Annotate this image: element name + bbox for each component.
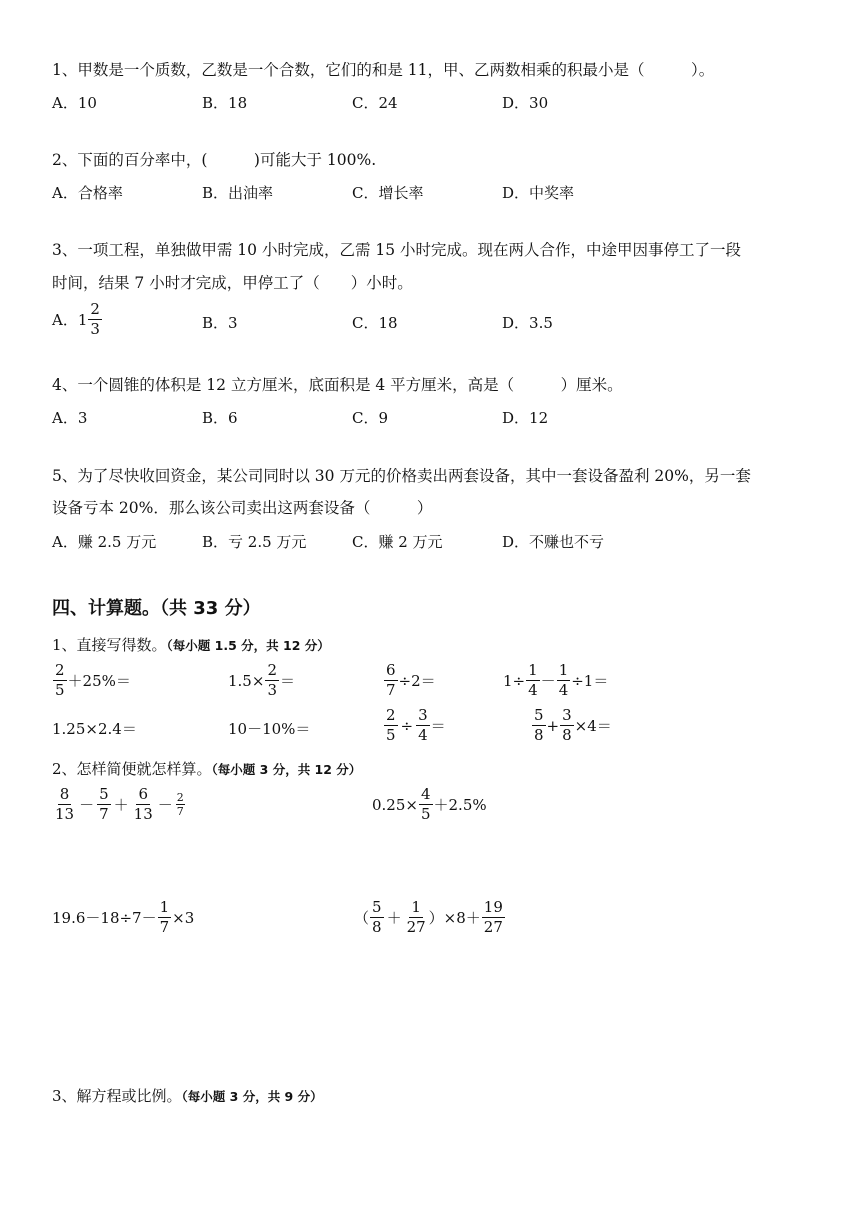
question-4-stem: 4、一个圆锥的体积是 12 立方厘米，底面积是 4 平方厘米，高是（ ）厘米。 [52,376,623,394]
fraction-numerator: 19 [483,898,503,916]
expression-text: 1÷ [503,671,526,690]
question-2-option-c: C．增长率 [352,184,424,202]
fraction-denominator: 5 [386,726,396,744]
fraction-denominator: 7 [99,805,109,823]
fraction-numerator: 6 [138,785,148,803]
operator: － [79,796,95,814]
calc-item-1 [52,663,131,698]
fraction-denominator: 4 [558,681,569,699]
fraction-numerator: 8 [59,785,70,803]
fraction [557,663,571,698]
fraction [158,900,172,935]
fraction [526,663,540,698]
operator: + [546,716,560,735]
expression-text: ＝ [279,672,295,690]
fraction-denominator: 8 [534,726,544,744]
question-3-option-a [52,302,103,337]
fraction-denominator: 3 [90,320,100,338]
question-2-option-d: D．中奖率 [502,184,575,202]
fraction-denominator: 5 [55,681,65,699]
fraction-denominator: 5 [420,805,431,823]
question-5-option-b: B．亏 2.5 万元 [202,533,307,551]
section-title: 四、计算题。（共 33 分） [52,598,261,619]
subsection-1-heading [52,634,330,655]
fraction-denominator: 4 [418,726,428,744]
operator: ＋ [386,909,402,927]
fraction-denominator: 4 [528,681,538,699]
fraction-denominator: 8 [372,918,382,936]
question-1-option-b: B．18 [202,94,248,112]
fraction-numerator: 1 [528,661,538,679]
mixed-fraction [88,302,102,337]
fraction-numerator: 4 [420,785,431,803]
fraction-numerator: 2 [90,300,100,318]
calc-item-4 [503,663,608,698]
question-1-option-c: C．24 [352,94,398,112]
fraction [482,900,505,935]
expression-text: ÷1＝ [571,672,609,690]
expression-text: 0.25× [372,795,418,814]
question-5-stem-line-2: 设备亏本 20%．那么该公司卖出这两套设备（ ） [52,499,433,517]
expression-text: ×3 [172,908,195,927]
fraction [416,708,430,743]
subsection-3-heading [52,1085,323,1106]
subsection-2-note: （每小题 3 分，共 12 分） [211,762,362,777]
fraction [560,708,574,743]
fraction-numerator: 3 [562,706,572,724]
simplify-item-1 [52,787,186,822]
question-3-stem-line-1: 3、一项工程，单独做甲需 10 小时完成，乙需 15 小时完成。现在两人合作，中途甲因事停工了一段 [52,241,742,259]
fraction [97,787,111,822]
fraction-numerator: 1 [159,898,170,916]
fraction-denominator: 13 [133,805,153,823]
question-4-option-d: D．12 [502,409,549,427]
calc-item-3 [383,663,436,698]
expression-text: ＝ [430,717,446,735]
fraction [384,663,398,698]
question-2-stem: 2、下面的百分率中，( )可能大于 100%. [52,151,377,169]
question-4-option-b: B．6 [202,409,238,427]
question-5-option-a: A．赚 2.5 万元 [52,533,157,551]
fraction-numerator: 1 [558,661,569,679]
fraction [532,708,546,743]
subsection-2-heading [52,758,361,779]
question-2-option-b: B．出油率 [202,184,274,202]
option-a-prefix: A．1 [52,310,88,329]
expression-text: ）×8＋ [428,909,481,927]
question-4-option-a: A．3 [52,409,88,427]
question-3-option-d: D．3.5 [502,314,553,332]
fraction-numerator: 1 [411,898,421,916]
subsection-1-note: （每小题 1.5 分，共 12 分） [166,638,330,653]
question-3-stem-line-2: 时间，结果 7 小时才完成，甲停工了（ ）小时。 [52,274,413,292]
fraction-denominator: 13 [55,805,75,823]
fraction-numerator: 5 [372,898,382,916]
fraction-denominator: 3 [267,681,277,699]
calc-item-2 [228,663,295,698]
fraction-denominator: 27 [483,918,503,936]
fraction-denominator: 7 [159,918,170,936]
fraction-numerator: 5 [534,706,544,724]
simplify-item-4 [354,900,506,935]
fraction-numerator: 5 [99,785,109,803]
question-4-option-c: C．9 [352,409,389,427]
subsection-3-label: 3、解方程或比例。 [52,1087,182,1105]
expression-text: 19.6－18÷7－ [52,909,157,927]
fraction-numerator: 2 [267,661,277,679]
fraction-numerator: 2 [176,791,184,804]
fraction [419,787,433,822]
fraction-denominator: 8 [562,726,572,744]
calc-item-8 [531,708,612,743]
fraction [132,787,155,822]
fraction [265,663,279,698]
operator: － [157,796,173,814]
expression-text: ＋25%＝ [67,672,131,690]
question-1-option-d: D．30 [502,94,549,112]
expression-text: ＋2.5% [433,796,487,814]
calc-item-6 [228,718,310,739]
question-5-option-d: D．不赚也不亏 [502,533,605,551]
subsection-3-note: （每小题 3 分，共 9 分） [181,1089,323,1104]
expression-text: － [540,672,556,690]
subsection-1-label: 1、直接写得数。 [52,636,167,654]
fraction [53,663,67,698]
question-1-option-a: A．10 [52,94,97,112]
question-5-option-c: C．赚 2 万元 [352,533,443,551]
calc-item-5 [52,718,137,739]
expression-text: 10－10%＝ [228,720,311,738]
fraction [370,900,384,935]
expression-text: ÷2＝ [398,672,436,690]
fraction-numerator: 3 [418,706,428,724]
fraction-denominator: 7 [176,805,184,818]
question-1-stem: 1、甲数是一个质数，乙数是一个合数，它们的和是 11，甲、乙两数相乘的积最小是（ ）。 [52,61,715,79]
question-2-option-a: A．合格率 [52,184,123,202]
subsection-2-label: 2、怎样简便就怎样算。 [52,760,212,778]
fraction-numerator: 2 [55,661,65,679]
left-paren: （ [354,909,370,927]
expression-text: 1.25×2.4＝ [52,720,137,738]
fraction-numerator: 6 [386,661,396,679]
fraction-denominator: 27 [406,918,426,936]
fraction [53,787,76,822]
fraction-numerator: 2 [386,706,396,724]
question-3-option-b: B．3 [202,314,238,332]
fraction [384,708,398,743]
expression-text: ×4＝ [574,717,612,735]
fraction-denominator: 7 [386,681,396,699]
simplify-item-2 [372,787,487,822]
operator: ÷ [400,716,414,735]
calc-item-7 [383,708,446,743]
fraction [176,792,185,817]
question-3-option-c: C．18 [352,314,398,332]
fraction [405,900,428,935]
expression-text: 1.5× [228,671,265,690]
question-5-stem-line-1: 5、为了尽快收回资金，某公司同时以 30 万元的价格卖出两套设备，其中一套设备盈利 20%，另一套 [52,467,751,485]
simplify-item-3 [52,900,194,935]
operator: ＋ [113,796,129,814]
